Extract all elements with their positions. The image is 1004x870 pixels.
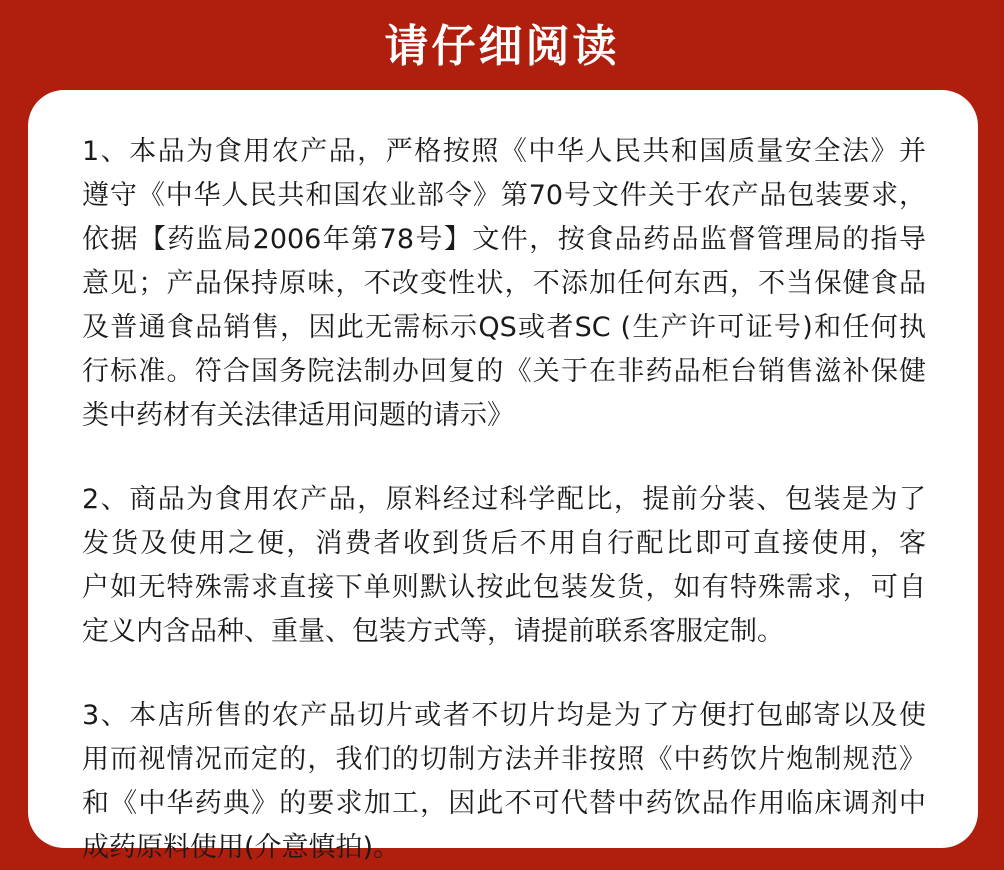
text-line: 依据【药监局2006年第78号】文件，按食品药品监督管理局的指导: [82, 224, 926, 255]
text-line: 用而视情况而定的，我们的切制方法并非按照《中药饮片炮制规范》: [82, 744, 926, 775]
text-line: 和《中华药典》的要求加工，因此不可代替中药饮品作用临床调剂中: [82, 788, 926, 819]
text-line: 行标准。符合国务院法制办回复的《关于在非药品柜台销售滋补保健: [82, 356, 926, 387]
text-line: 户如无特殊需求直接下单则默认按此包装发货，如有特殊需求，可自: [82, 572, 926, 603]
text-line: 意见；产品保持原味，不改变性状，不添加任何东西，不当保健食品: [82, 268, 926, 299]
text-line: 2、商品为食用农产品，原料经过科学配比，提前分装、包装是为了: [82, 484, 926, 515]
text-line: 3、本店所售的农产品切片或者不切片均是为了方便打包邮寄以及使: [82, 700, 926, 731]
text-line: 及普通食品销售，因此无需标示QS或者SC (生产许可证号)和任何执: [82, 312, 926, 343]
text-line: 成药原料使用(介意慎拍)。: [82, 832, 401, 863]
text-line: 定义内含品种、重量、包装方式等，请提前联系客服定制。: [82, 616, 784, 647]
text-line: 类中药材有关法律适用问题的请示》: [82, 400, 514, 431]
notice-paragraph-3: [82, 694, 926, 870]
text-line: 发货及使用之便，消费者收到货后不用自行配比即可直接使用，客: [82, 528, 926, 559]
notice-paragraph-2: [82, 478, 926, 654]
text-line: 1、本品为食用农产品，严格按照《中华人民共和国质量安全法》并: [82, 136, 926, 167]
notice-card: [28, 90, 978, 863]
notice-paragraph-1: [82, 130, 926, 438]
page-title: 请仔细阅读: [384, 21, 620, 72]
text-line: 遵守《中华人民共和国农业部令》第70号文件关于农产品包装要求，: [82, 180, 926, 211]
